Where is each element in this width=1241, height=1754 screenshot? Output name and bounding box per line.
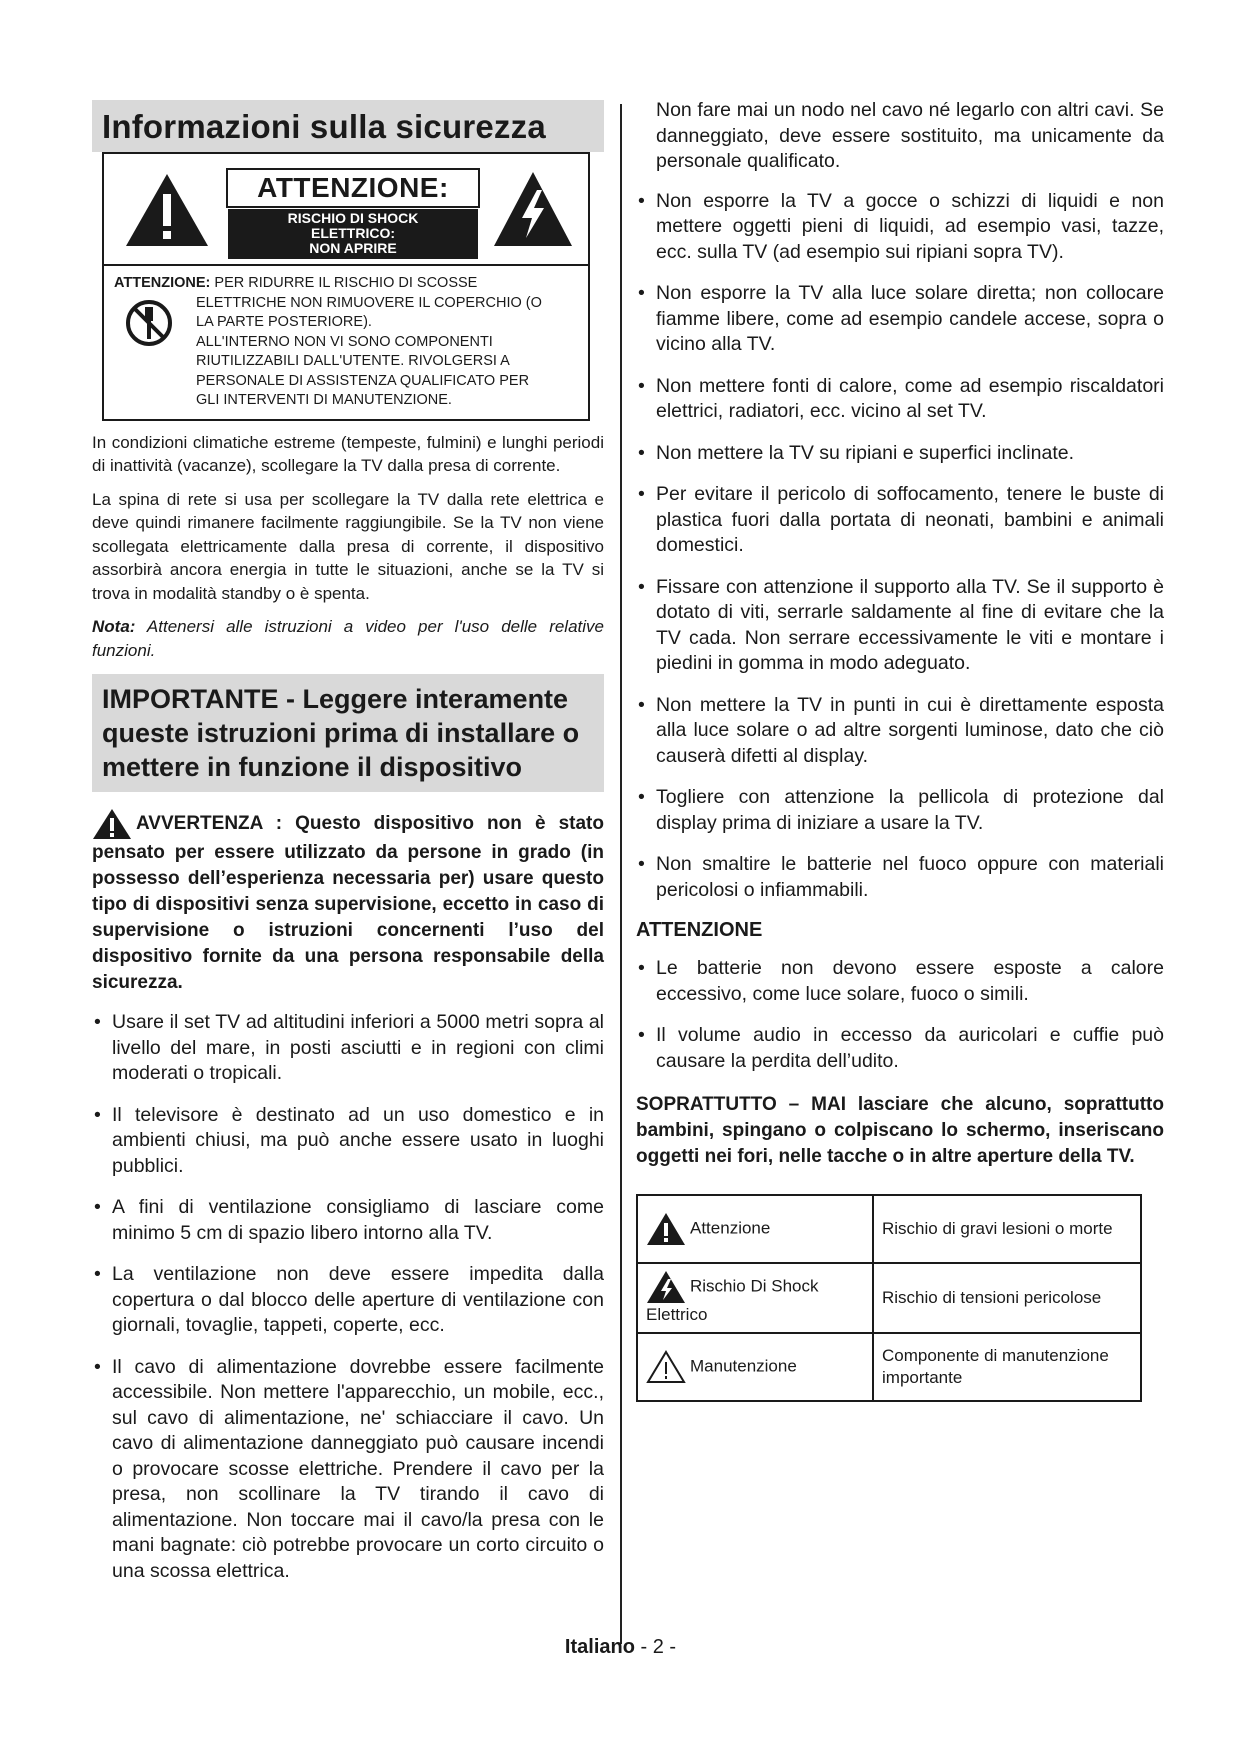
avvertenza-paragraph [92, 808, 604, 996]
warning-text [104, 266, 588, 419]
legend-label-cell [637, 1263, 873, 1333]
list-item: • Fissare con attenzione il supporto alla TV. Se il supporto è dotato di viti, serrarle saldamente al fine di evitare che la TV cada. Non serrare eccessivamente le viti e montare i piedini in gomma in modo adeguato. [636, 575, 1164, 677]
legend-desc-cell: Rischio di tensioni pericolose [873, 1263, 1141, 1333]
shock-line: ELETTRICO: [311, 225, 395, 241]
avvertenza-text: AVVERTENZA : Questo dispositivo non è stato pensato per essere utilizzato da persone in grado (in possesso dell’esperienza necessaria per) usare questo tipo di dispositivi senza supervisione, eccetto in caso di supervisione o istruzioni concernenti l’uso del dispositivo fornite da una persona responsabile della sicurezza. [92, 813, 604, 993]
list-item: • Il cavo di alimentazione dovrebbe essere facilmente accessibile. Non mettere l'apparecchio, un mobile, ecc., sul cavo di alimentazione, ne' schiacciare il cavo. Un cavo di alimentazione danneggiato può causare incendi o provocare scosse elettriche. Prendere il cavo per la presa, non scollinare la TV tirando il cavo di alimentazione. Non toccare mai il cavo/la presa con le mani bagnate: ciò potrebbe provocare un corto circuito o una scossa elettrica. [92, 1355, 604, 1585]
shock-label [228, 209, 478, 259]
attenzione-heading: ATTENZIONE [636, 919, 763, 941]
warning-triangle-icon [92, 808, 132, 840]
intro-paragraph: La spina di rete si usa per scollegare la TV dalla rete elettrica e deve quindi rimanere facilmente raggiungibile. Se la TV non viene scollegata elettricamente dalla presa di corrente, il dispositivo assorbirà ancora energia in tutte le situazioni, anche se la TV si trova in modalità standby o è spenta. [92, 489, 604, 603]
list-item: • Non mettere la TV su ripiani e superfici inclinate. [636, 441, 1164, 467]
warning-line: LA PARTE POSTERIORE). [196, 314, 372, 330]
symbol-legend-table [636, 1194, 1142, 1402]
legend-desc-cell: Componente di manutenzione importante [873, 1333, 1141, 1401]
shock-line: NON APRIRE [309, 240, 397, 256]
warning-triangle-icon [646, 1212, 686, 1246]
table-row [637, 1333, 1141, 1401]
column-divider [620, 104, 622, 1644]
page-title: Informazioni sulla sicurezza [92, 100, 604, 152]
warning-box-header [104, 154, 588, 266]
legend-label: Manutenzione [690, 1356, 797, 1376]
legend-label-cell [637, 1333, 873, 1401]
legend-label: Rischio Di Shock Elettrico [646, 1276, 819, 1324]
note-label: Nota: [92, 617, 136, 636]
table-row [637, 1263, 1141, 1333]
legend-desc-cell: Rischio di gravi lesioni o morte [873, 1195, 1141, 1263]
footer-language: Italiano [564, 1636, 635, 1658]
list-item: • Il televisore è destinato ad un uso domestico e in ambienti chiusi, ma può anche essere usato in luoghi pubblici. [92, 1103, 604, 1180]
important-heading: IMPORTANTE - Leggere interamente queste istruzioni prima di installare o mettere in funzione il dispositivo [92, 674, 604, 792]
list-item: • Usare il set TV ad altitudini inferiori a 5000 metri sopra al livello del mare, in posti asciutti e in regioni con climi moderati o tropicali. [92, 1010, 604, 1087]
left-column [92, 100, 604, 1600]
left-bullet-list [92, 1010, 604, 1584]
legend-label-cell [637, 1195, 873, 1263]
right-column [636, 98, 1164, 1402]
list-item: • A fini di ventilazione consigliamo di lasciare come minimo 5 cm di spazio libero intorno alla TV. [92, 1195, 604, 1246]
note-text: Attenersi alle istruzioni a video per l'uso delle relative funzioni. [92, 617, 604, 660]
exclamation-triangle-icon [124, 172, 210, 248]
note-paragraph [92, 615, 604, 662]
attenzione-bullet-list [636, 956, 1164, 1074]
warning-line: ALL'INTERNO NON VI SONO COMPONENTI [196, 333, 493, 350]
list-item: • Le batterie non devono essere esposte a calore eccessivo, come luce solare, fuoco o simili. [636, 956, 1164, 1007]
no-entry-screwdriver-icon [124, 298, 174, 348]
right-bullet-list [636, 189, 1164, 904]
warning-line: PERSONALE DI ASSISTENZA QUALIFICATO PER [196, 372, 530, 389]
list-item: • Non mettere la TV in punti in cui è direttamente esposta alla luce solare o ad altre sorgenti luminose, dato che ciò causerà difetti al display. [636, 693, 1164, 770]
warning-lead: ATTENZIONE: [114, 275, 211, 291]
list-item: • Non esporre la TV a gocce o schizzi di liquidi e non mettere oggetti pieni di liquidi, ad esempio vasi, tazze, ecc. sulla TV (ad esempio sui ripiani sopra TV). [636, 189, 1164, 266]
lightning-triangle-icon [492, 170, 574, 248]
warning-box [102, 152, 590, 421]
warning-title: ATTENZIONE: [226, 168, 480, 208]
warning-line: GLI INTERVENTI DI MANUTENZIONE. [196, 392, 452, 408]
list-item: • La ventilazione non deve essere impedita dalla copertura o dal blocco delle aperture di ventilazione con giornali, tovaglie, tappeti, coperte, ecc. [92, 1262, 604, 1339]
footer-page-number: - 2 - [634, 1636, 677, 1658]
list-item: • Non esporre la TV alla luce solare diretta; non collocare fiamme libere, come ad esempio candele accese, sopra o vicino alla TV. [636, 281, 1164, 358]
list-item: • Per evitare il pericolo di soffocamento, tenere le buste di plastica fuori dalla portata di neonati, bambini e animali domestici. [636, 482, 1164, 559]
shock-line: RISCHIO DI SHOCK [287, 210, 419, 226]
list-item: • Togliere con attenzione la pellicola di protezione dal display prima di iniziare a usare la TV. [636, 785, 1164, 836]
list-item: • Il volume audio in eccesso da auricolari e cuffie può causare la perdita dell’udito. [636, 1023, 1164, 1074]
legend-label: Attenzione [690, 1218, 771, 1238]
soprattutto-paragraph: SOPRATTUTTO – MAI lasciare che alcuno, soprattutto bambini, spingano o colpiscano lo schermo, inseriscano oggetti nei fori, nelle tacche o in altre aperture della TV. [636, 1094, 1164, 1167]
table-row [637, 1195, 1141, 1263]
warning-line: ELETTRICHE NON RIMUOVERE IL COPERCHIO (O [196, 294, 542, 311]
warning-lead-rest: PER RIDURRE IL RISCHIO DI SCOSSE [210, 275, 478, 291]
lightning-triangle-icon [646, 1270, 686, 1304]
list-item: • Non mettere fonti di calore, come ad esempio riscaldatori elettrici, radiatori, ecc. vicino al set TV. [636, 374, 1164, 425]
intro-paragraph: In condizioni climatiche estreme (tempeste, fulmini) e lunghi periodi di inattività (vacanze), scollegare la TV dalla presa di corrente. [92, 432, 604, 475]
list-item: • Non smaltire le batterie nel fuoco oppure con materiali pericolosi o infiammabili. [636, 852, 1164, 903]
page-footer [0, 1636, 1241, 1659]
warning-line: RIUTILIZZABILI DALL'UTENTE. RIVOLGERSI A [196, 353, 510, 369]
cable-knot-paragraph: Non fare mai un nodo nel cavo né legarlo con altri cavi. Se danneggiato, deve essere sostituito, ma unicamente da personale qualificato. [656, 99, 1164, 172]
outline-warning-icon [646, 1350, 686, 1384]
